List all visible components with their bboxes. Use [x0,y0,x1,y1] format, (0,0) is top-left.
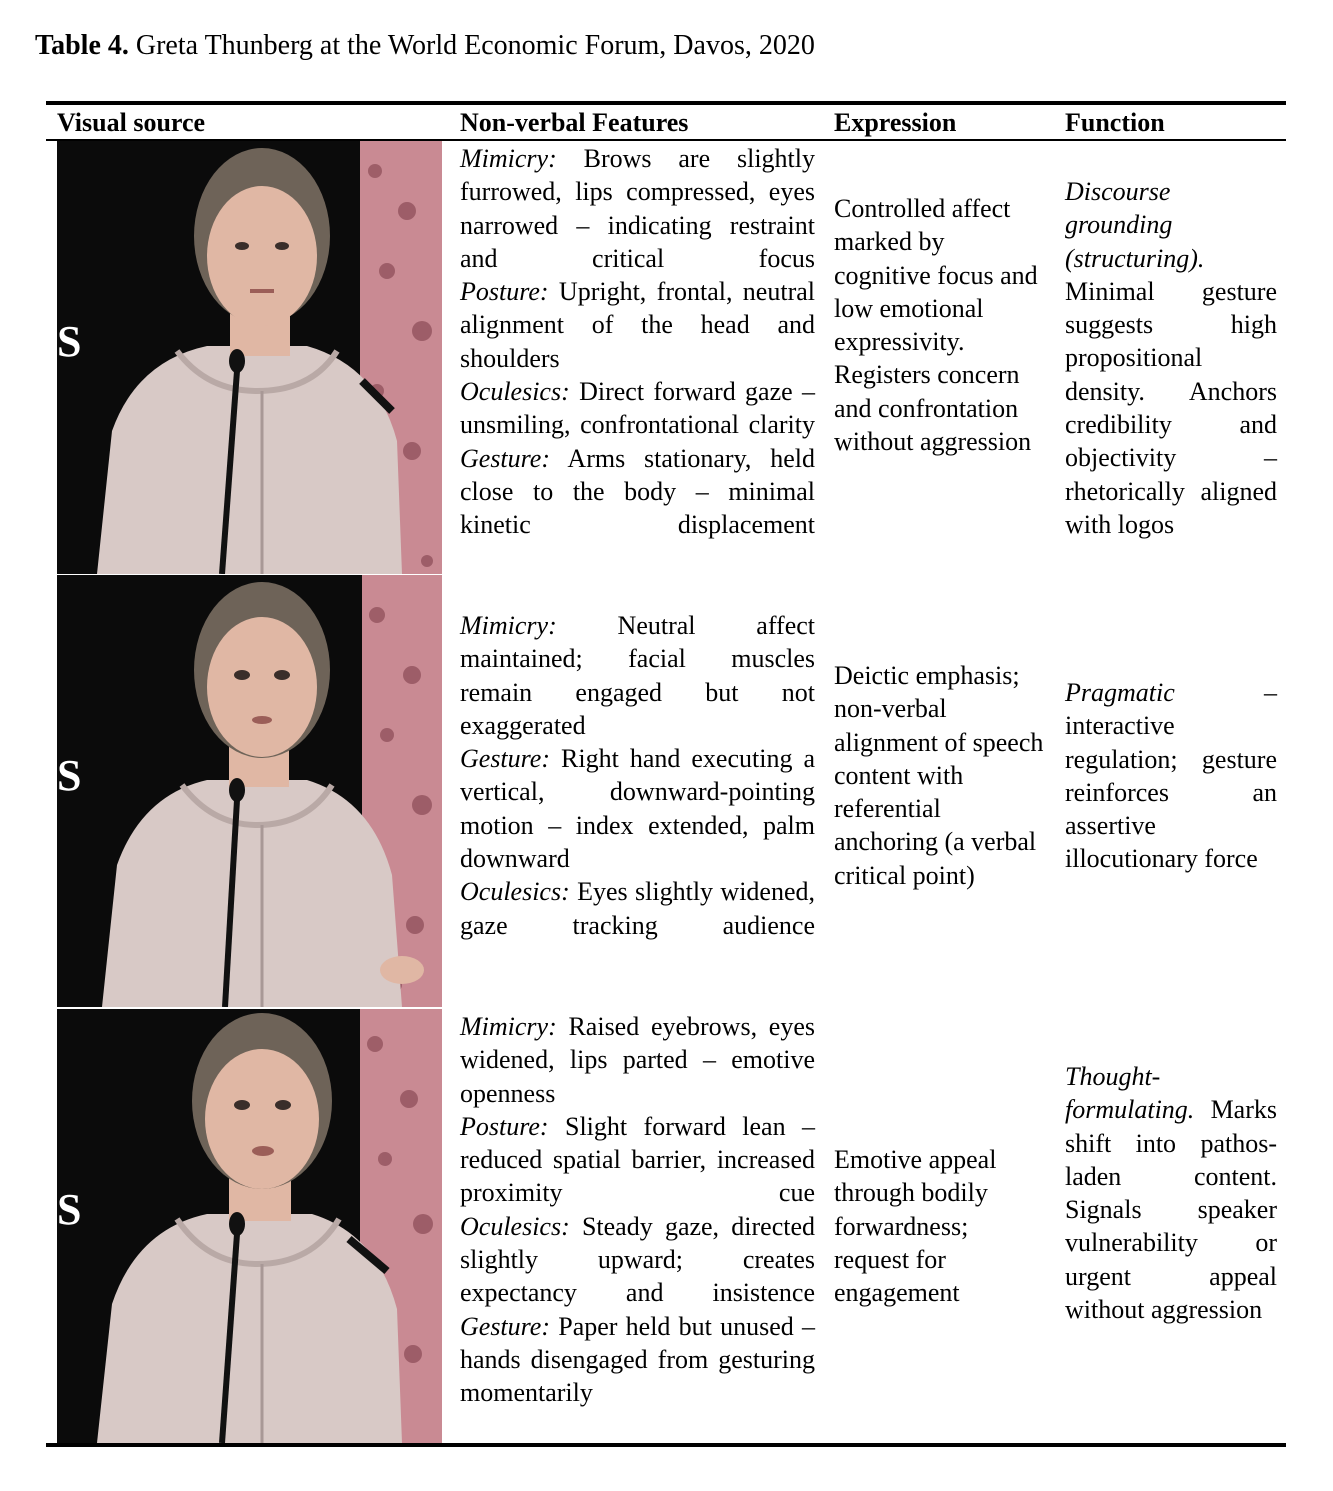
function-cell-1 [1065,175,1277,541]
feature-text: Direct forward gaze – unsmiling, confrontational clarity [460,377,815,440]
header-non-verbal-features: Non-verbal Features [460,108,689,137]
function-term: Pragmatic [1065,678,1175,707]
feature-label: Mimicry: [460,144,557,173]
feature-text: Eyes slightly widened, gaze tracking audience [460,877,815,940]
stage-sign-letter: S [57,751,82,800]
header-expression: Expression [834,108,957,137]
feature-text: Raised eyebrows, eyes widened, lips parted – emotive openness [460,1012,815,1108]
stage-sign-letter: S [57,1185,82,1234]
function-cell-3 [1065,1060,1277,1326]
features-cell-2 [460,609,815,942]
table-caption-label: Table 4. [35,30,129,61]
function-text: Marks shift into pathos-laden content. Signals speaker vulnerability or urgent appeal without aggression [1065,1095,1277,1325]
table-caption [35,30,815,62]
feature-text: Slight forward lean – reduced spatial barrier, increased proximity cue [460,1111,815,1208]
speaker-photo-3 [57,1009,442,1443]
expression-cell-2: Deictic emphasis; non-verbal alignment of speech content with referential anchoring (a verbal critical point) [834,661,1044,890]
speaker-photo-2 [57,575,442,1007]
feature-label: Mimicry: [460,611,557,640]
speaker-photo-1 [57,141,442,574]
header-visual-source: Visual source [57,108,206,137]
features-cell-1 [460,142,815,542]
feature-text: Brows are slightly furrowed, lips compressed, eyes narrowed – indicating restraint and critical focus [460,144,815,273]
feature-label: Gesture: [460,443,551,473]
feature-text: Paper held but unused – hands disengaged from gesturing momentarily [460,1311,815,1408]
feature-text: Right hand executing a vertical, downward-pointing motion – index extended, palm downward [460,744,815,874]
function-term: Thought-formulating. [1065,1062,1195,1125]
expression-cell-3: Emotive appeal through bodily forwardness; request for engagement [834,1145,997,1308]
function-term: Discourse grounding (structuring). [1065,177,1205,273]
feature-text: Steady gaze, directed slightly upward; creates expectancy and insistence [460,1211,815,1308]
feature-text: Arms stationary, held close to the body – minimal kinetic displacement [460,443,815,540]
table-top-rule [46,101,1286,105]
feature-label: Oculesics: [460,1211,570,1241]
feature-label: Oculesics: [460,377,570,407]
feature-label: Mimicry: [460,1012,557,1041]
function-cell-2 [1065,676,1277,876]
feature-label: Posture: [460,1111,549,1141]
function-text: – interactive regulation; gesture reinforces an assertive illocutionary force [1065,678,1277,874]
expression-cell-1: Controlled affect marked by cognitive focus and low emotional expressivity. Registers concern and confrontation without aggression [834,194,1038,457]
feature-label: Oculesics: [460,877,570,907]
features-cell-3 [460,1010,815,1410]
table-bottom-rule [46,1443,1286,1447]
function-text: Minimal gesture suggests high propositional density. Anchors credibility and objectivity – rhetorically aligned with logos [1065,276,1277,539]
feature-label: Gesture: [460,1311,551,1341]
stage-sign-letter: S [57,317,82,366]
feature-text: Upright, frontal, neutral alignment of the head and shoulders [460,277,815,373]
header-function: Function [1065,108,1165,137]
feature-label: Gesture: [460,744,551,774]
table-caption-text: Greta Thunberg at the World Economic Forum, Davos, 2020 [128,30,815,61]
feature-text: Neutral affect maintained; facial muscles remain engaged but not exaggerated [460,611,815,740]
feature-label: Posture: [460,277,549,307]
